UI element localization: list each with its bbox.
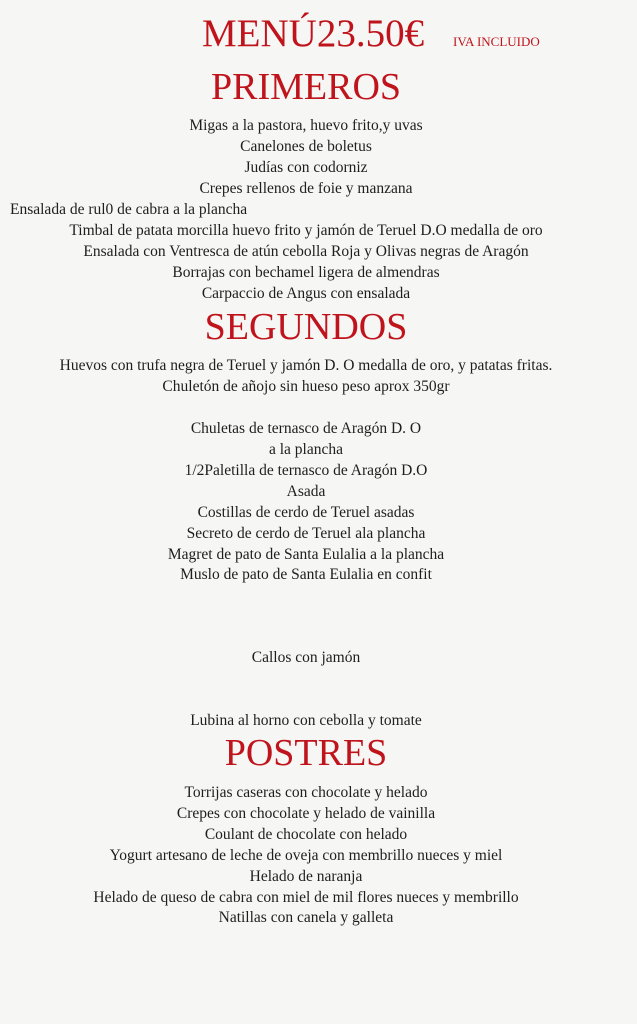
section-heading-primeros: PRIMEROS: [210, 66, 402, 108]
section-heading-postres: POSTRES: [224, 732, 388, 774]
menu-item: Coulant de chocolate con helado: [204, 826, 408, 843]
menu-item: a la plancha: [268, 441, 343, 458]
menu-item: Canelones de boletus: [240, 138, 372, 155]
menu-item: Timbal de patata morcilla huevo frito y jamón de Teruel D.O medalla de oro: [69, 222, 543, 239]
menu-item: Crepes con chocolate y helado de vainilla: [176, 805, 436, 822]
menu-title: MENÚ23.50€: [202, 12, 425, 55]
menu-item: Torrijas caseras con chocolate y helado: [184, 784, 428, 801]
menu-item: Lubina al horno con cebolla y tomate: [190, 712, 422, 729]
menu-item: Natillas con canela y galleta: [218, 909, 394, 926]
menu-item: Chuletas de ternasco de Aragón D. O: [190, 420, 422, 437]
menu-item: Huevos con trufa negra de Teruel y jamón D. O medalla de oro, y patatas fritas.: [59, 357, 553, 374]
tax-note: IVA INCLUIDO: [453, 34, 540, 49]
menu-item: Borrajas con bechamel ligera de almendras: [172, 264, 440, 281]
menu-item: Judías con codorniz: [244, 159, 368, 176]
menu-item: Yogurt artesano de leche de oveja con membrillo nueces y miel: [109, 847, 503, 864]
menu-item: Chuletón de añojo sin hueso peso aprox 350gr: [162, 378, 450, 395]
menu-item: Carpaccio de Angus con ensalada: [201, 285, 411, 302]
menu-item: Magret de pato de Santa Eulalia a la plancha: [167, 546, 445, 563]
menu-item: Ensalada de rul0 de cabra a la plancha: [10, 201, 248, 218]
menu-item: Migas a la pastora, huevo frito,y uvas: [189, 117, 423, 134]
menu-item: Helado de naranja: [249, 868, 363, 885]
menu-item: Costillas de cerdo de Teruel asadas: [197, 504, 415, 521]
menu-item: Callos con jamón: [251, 649, 361, 666]
section-heading-segundos: SEGUNDOS: [204, 306, 408, 348]
menu-item: Secreto de cerdo de Teruel ala plancha: [186, 525, 426, 542]
menu-item: Asada: [286, 483, 326, 500]
menu-item: Muslo de pato de Santa Eulalia en confit: [180, 566, 432, 583]
menu-item: Crepes rellenos de foie y manzana: [199, 180, 413, 197]
menu-item: Ensalada con Ventresca de atún cebolla Roja y Olivas negras de Aragón: [83, 243, 529, 260]
menu-item: 1/2Paletilla de ternasco de Aragón D.O: [184, 462, 428, 479]
menu-item: Helado de queso de cabra con miel de mil flores nueces y membrillo: [93, 889, 519, 906]
